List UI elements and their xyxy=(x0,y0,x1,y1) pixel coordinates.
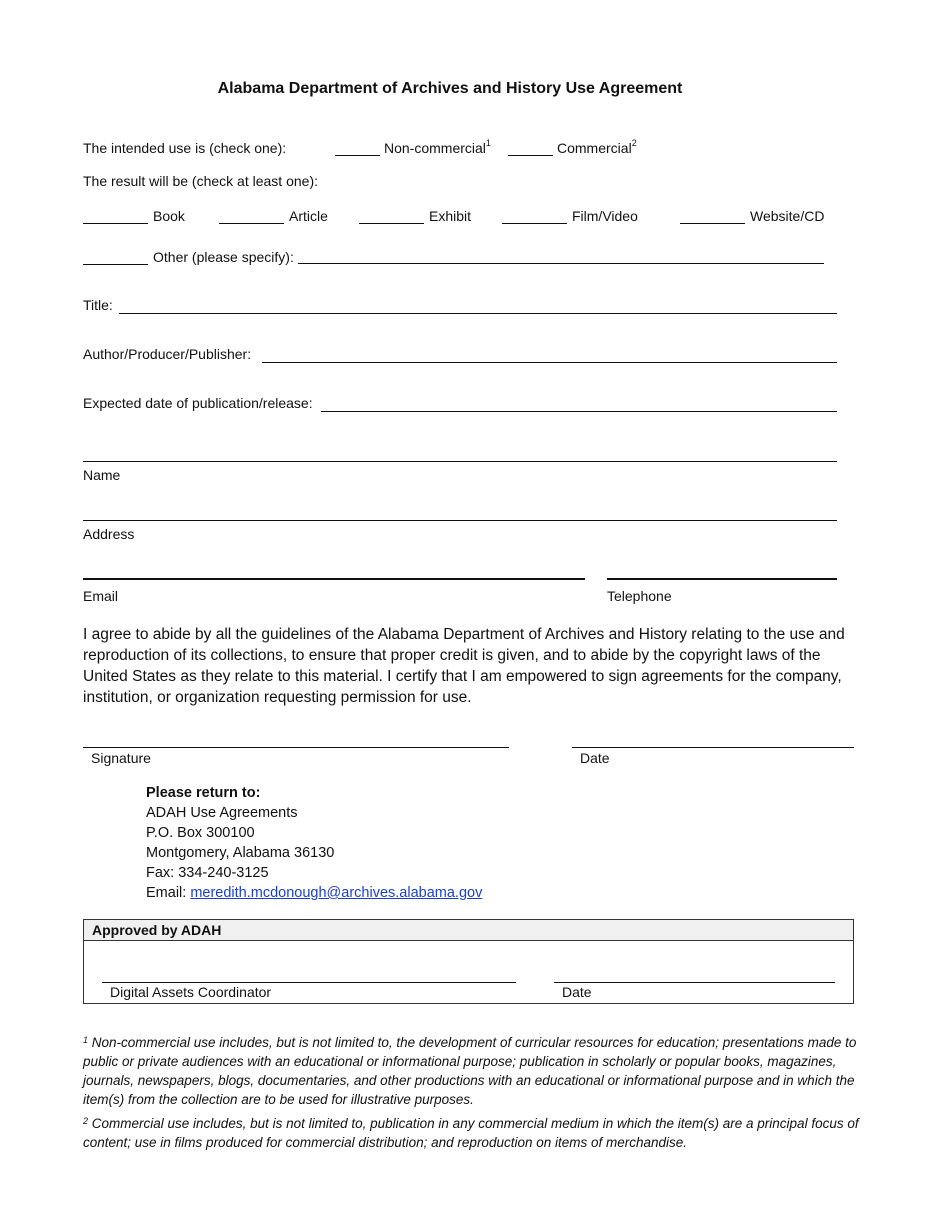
agreement-text: I agree to abide by all the guidelines of the Alabama Department of Archives and History relating to the use and reproduction of its collections, to ensure that proper credit is given, and to abide by the copyright laws of the United States as they relate to this material. I certify that I am empowered to sign agreements for the company, institution, or organization requesting permission for use. xyxy=(83,626,845,706)
website-cd-checkline[interactable] xyxy=(680,223,745,224)
author-label: Author/Producer/Publisher: xyxy=(83,346,252,362)
return-address-block xyxy=(146,783,482,903)
other-specify-field[interactable] xyxy=(298,263,824,264)
approval-date-label: Date xyxy=(562,984,592,1000)
footnote-1: $^1$ Non-commercial use includes, but is not limited to, the development of curricular resources for education; presentations made to public or private audiences with an educational or informational purpose; publication in scholarly or popular books, magazines, journals, newspapers, blogs, documentaries, and other productions with an educational or informational purpose and in which the item(s) from the collection are to be used for illustrative purposes. xyxy=(83,1035,857,1107)
return-line-3: Montgomery, Alabama 36130 xyxy=(146,845,335,861)
expected-date-label: Expected date of publication/release: xyxy=(83,395,313,411)
return-line-1: ADAH Use Agreements xyxy=(146,805,298,821)
signature-date-field[interactable] xyxy=(572,747,854,748)
return-fax: Fax: 334-240-3125 xyxy=(146,865,269,881)
result-label: The result will be (check at least one): xyxy=(83,173,318,189)
commercial-checkline[interactable] xyxy=(508,155,553,156)
article-checkline[interactable] xyxy=(219,223,284,224)
email-label: Email xyxy=(83,588,119,604)
intended-use-label: The intended use is (check one): xyxy=(83,140,287,156)
expected-date-field[interactable] xyxy=(321,411,837,412)
signature-label: Signature xyxy=(91,750,151,766)
author-field[interactable] xyxy=(262,362,837,363)
address-field[interactable] xyxy=(83,520,837,521)
email-field[interactable] xyxy=(83,578,585,580)
return-heading: Please return to: xyxy=(146,785,261,801)
non-commercial-checkline[interactable] xyxy=(335,155,380,156)
website-cd-option: Website/CD xyxy=(750,208,825,224)
return-email-link[interactable]: meredith.mcdonough@archives.alabama.gov xyxy=(190,885,483,901)
signature-date-label: Date xyxy=(580,750,610,766)
telephone-field[interactable] xyxy=(607,578,837,580)
name-field[interactable] xyxy=(83,461,837,462)
coordinator-label: Digital Assets Coordinator xyxy=(110,984,272,1000)
book-option: Book xyxy=(153,208,185,224)
other-label: Other (please specify): xyxy=(153,249,294,265)
return-email-line: Email: meredith.mcdonough@archives.alabama.gov xyxy=(146,885,483,901)
name-label: Name xyxy=(83,467,121,483)
exhibit-checkline[interactable] xyxy=(359,223,424,224)
approval-header xyxy=(84,920,853,941)
telephone-label: Telephone xyxy=(607,588,672,604)
exhibit-option: Exhibit xyxy=(429,208,472,224)
return-line-2: P.O. Box 300100 xyxy=(146,825,255,841)
film-video-checkline[interactable] xyxy=(502,223,567,224)
commercial-option: Commercial$^2$ xyxy=(557,138,637,156)
approval-box xyxy=(83,919,854,1004)
footnote-2: $^2$ Commercial use includes, but is not limited to, publication in any commercial medium in which the item(s) are a principal focus of content; use in films produced for commercial distribution; and reproduction on items of merchandise. xyxy=(83,1116,859,1150)
book-checkline[interactable] xyxy=(83,223,148,224)
approval-date-field[interactable] xyxy=(554,982,835,983)
title-label: Title: xyxy=(83,297,113,313)
coordinator-signature-field[interactable] xyxy=(102,982,516,983)
film-video-option: Film/Video xyxy=(572,208,638,224)
other-checkline[interactable] xyxy=(83,264,148,265)
non-commercial-option: Non-commercial$^1$ xyxy=(384,138,491,156)
article-option: Article xyxy=(289,208,328,224)
title-field[interactable] xyxy=(119,313,837,314)
address-label: Address xyxy=(83,526,135,542)
signature-field[interactable] xyxy=(83,747,509,748)
page-title: Alabama Department of Archives and History Use Agreement xyxy=(217,80,683,97)
approval-heading: Approved by ADAH xyxy=(92,922,222,938)
